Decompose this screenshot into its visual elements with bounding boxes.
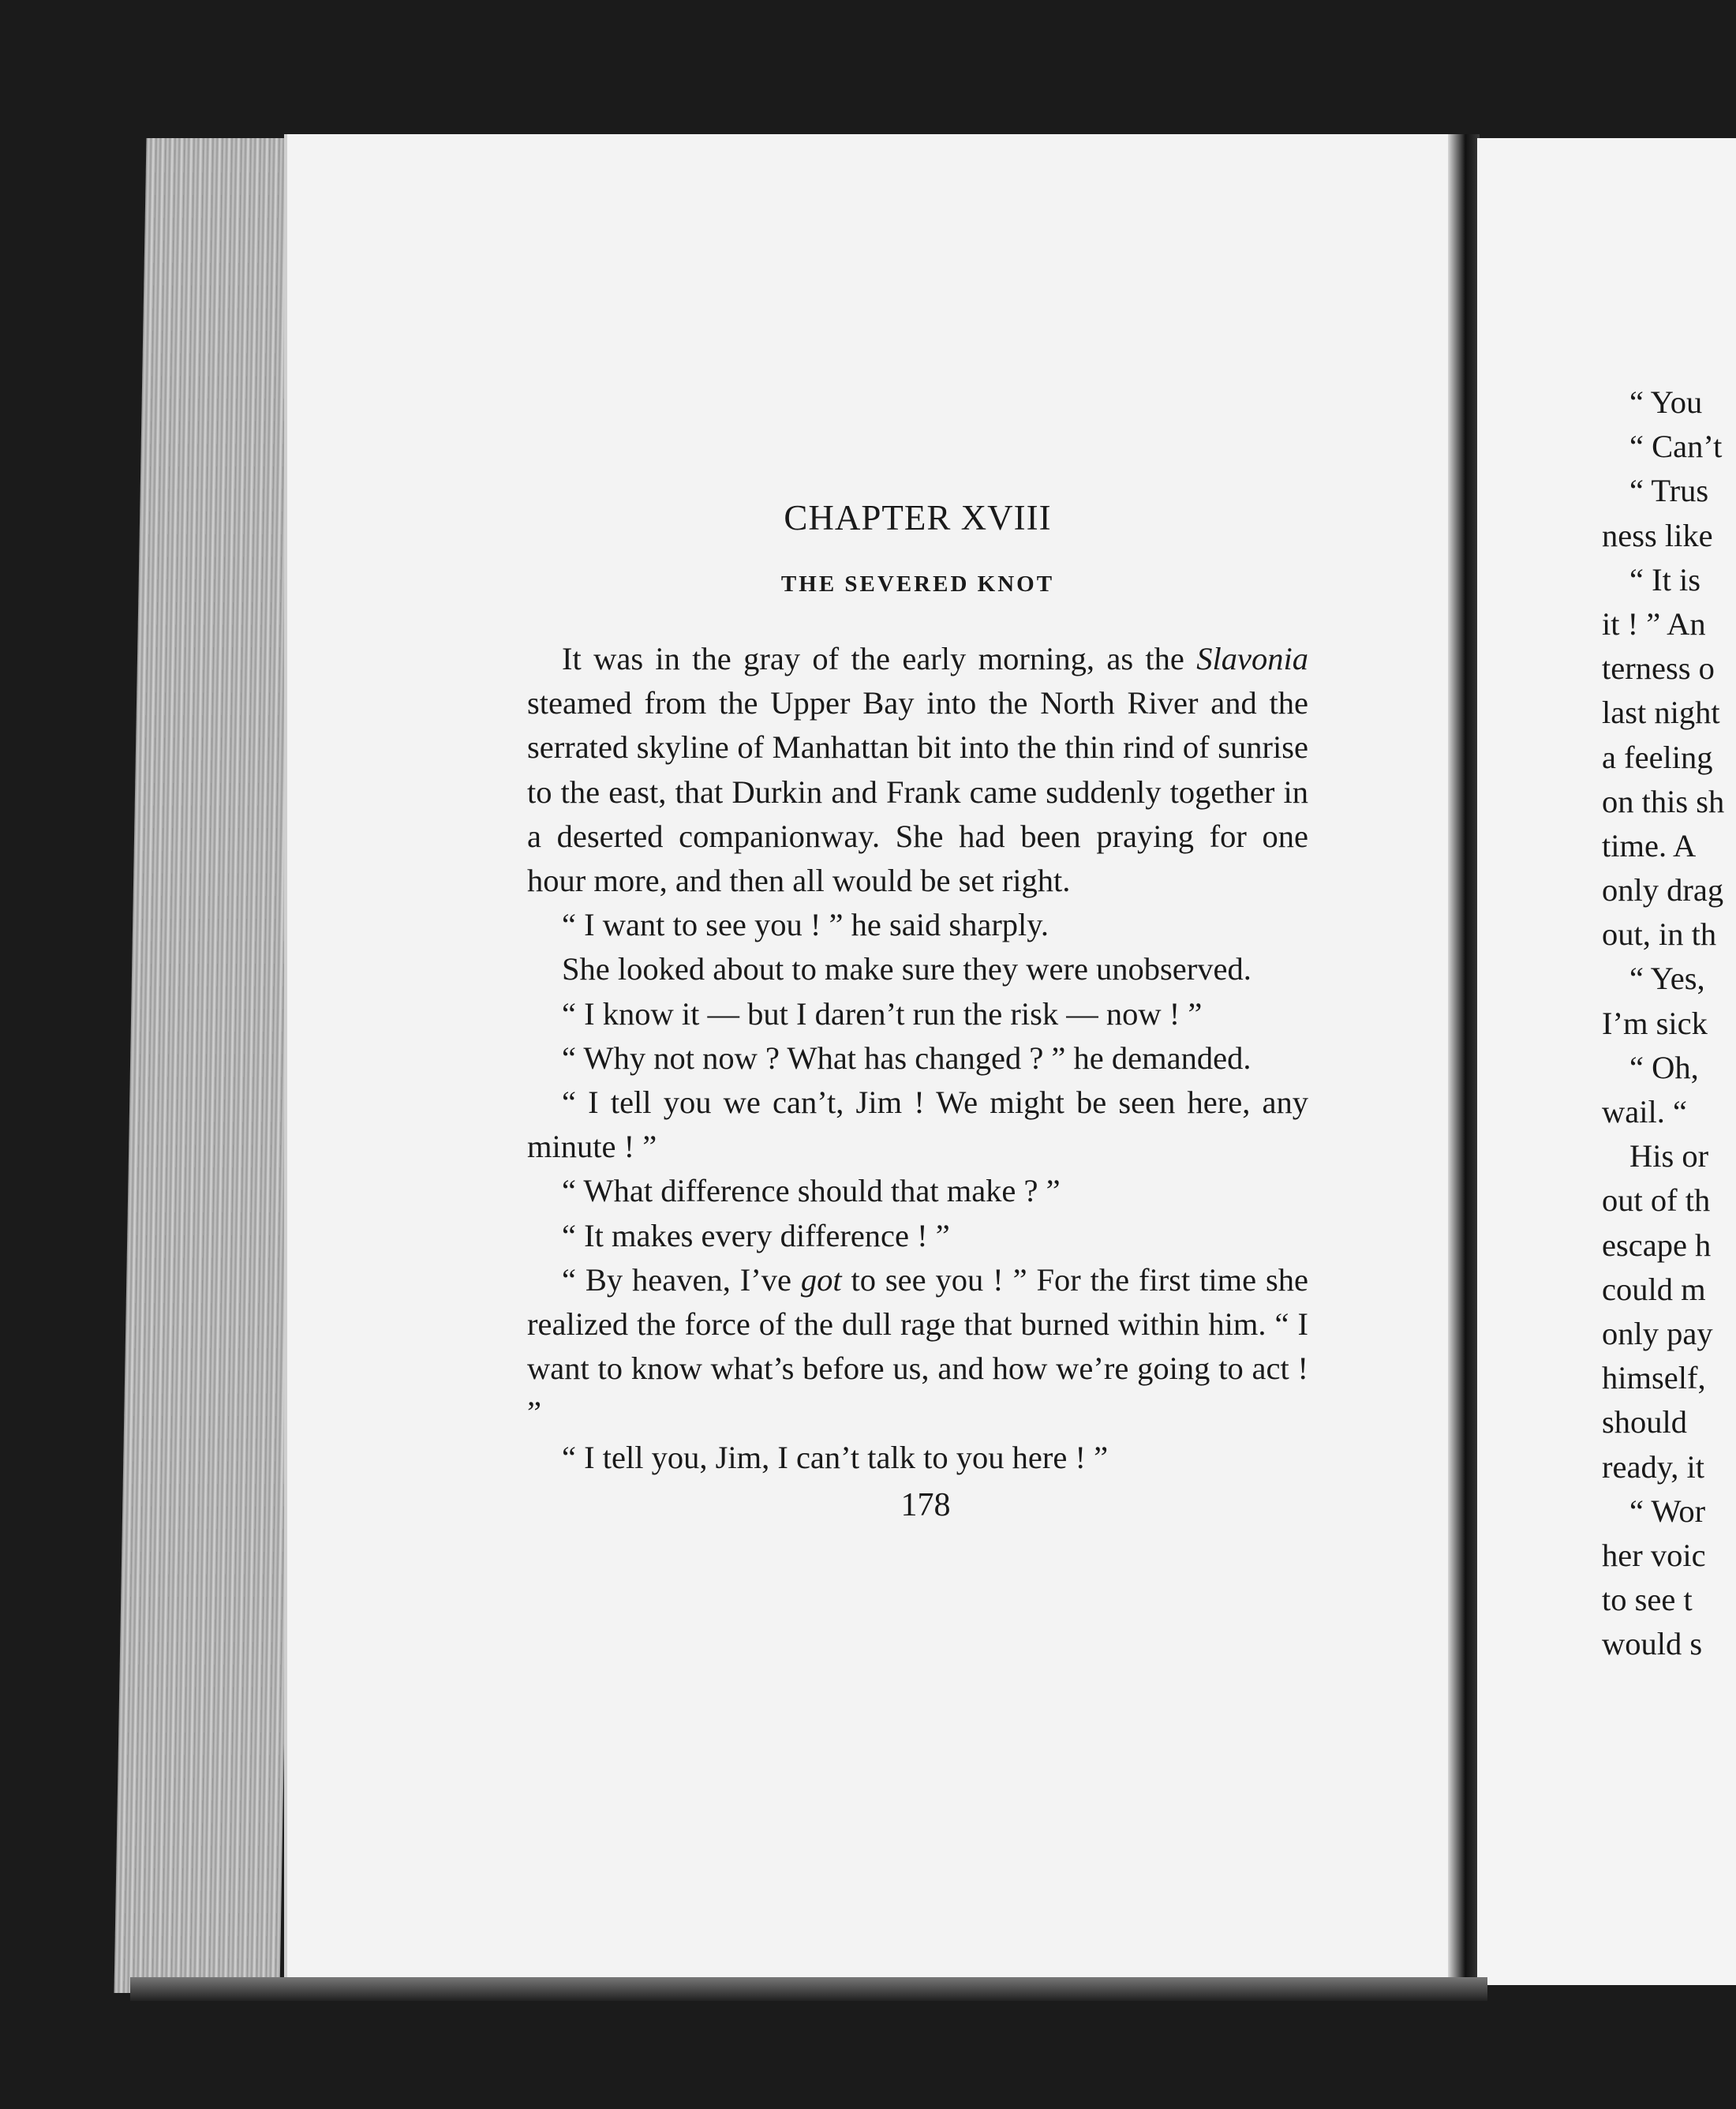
paragraph	[527, 992, 1308, 1036]
paragraph-text: “ I want to see you ! ” he said sharply.	[562, 907, 1049, 943]
paragraph	[527, 1169, 1308, 1213]
right-page-text	[1586, 380, 1736, 1666]
text-line: escape h	[1602, 1227, 1712, 1263]
paragraph	[527, 1436, 1308, 1480]
paragraph	[527, 1258, 1308, 1436]
paragraph-text: “ I tell you we can’t, Jim ! We might be seen here, any minute ! ”	[527, 1084, 1308, 1165]
paragraph-text: steamed from the Upper Bay into the North River and the serrated skyline of Manhattan bit into the thin rind of sunrise to the east, that Durkin and Frank came suddenly together in a deserted companionway. She had been praying for one hour more, and then all would be set right.	[527, 685, 1308, 899]
paragraph	[527, 1036, 1308, 1081]
italic-text: Slavonia	[1196, 641, 1308, 676]
paragraph	[527, 947, 1308, 991]
text-line: time. A	[1602, 827, 1697, 863]
text-line: to see t	[1602, 1582, 1693, 1618]
text-line: on this sh	[1602, 783, 1725, 819]
paragraph-text: “ Why not now ? What has changed ? ” he demanded.	[562, 1040, 1251, 1076]
text-line: would s	[1602, 1626, 1703, 1662]
text-line: only drag	[1602, 872, 1724, 908]
paragraph-text: “ I tell you, Jim, I can’t talk to you here ! ”	[562, 1439, 1109, 1475]
text-line: out, in th	[1602, 916, 1717, 953]
text-line: could m	[1602, 1271, 1706, 1307]
italic-text: got	[800, 1261, 842, 1298]
text-line: it ! ” An	[1602, 605, 1706, 642]
text-line: “ Trus	[1629, 473, 1709, 509]
text-line: “ Wor	[1629, 1493, 1706, 1529]
paragraph-text: “ By heaven, I’ve	[562, 1261, 801, 1298]
paragraph	[527, 903, 1308, 947]
paragraph	[527, 1214, 1308, 1258]
text-line: “ Oh,	[1629, 1049, 1699, 1085]
text-line: terness o	[1602, 650, 1715, 687]
chapter-title: THE SEVERED KNOT	[780, 571, 1055, 597]
paragraph	[527, 1081, 1308, 1169]
body-text	[527, 637, 1308, 1480]
text-line: should	[1602, 1404, 1688, 1440]
left-page-text	[527, 497, 1308, 1524]
text-line: I’m sick	[1602, 1005, 1708, 1041]
text-line: only pay	[1602, 1315, 1713, 1351]
paragraph-text: “ I know it — but I daren’t run the risk — now ! ”	[562, 995, 1203, 1032]
paragraph-text: to see you ! ” For the first time she realized the force of the dull rage that burned within him. “ I want to know what’s before us, and how we’re going to act ! ”	[527, 1261, 1308, 1431]
paragraph-text: “ It makes every difference ! ”	[562, 1217, 950, 1253]
text-line: out of th	[1602, 1182, 1711, 1219]
text-line: ness like	[1602, 517, 1713, 553]
text-line: last night	[1602, 695, 1720, 731]
paragraph-text: It was in the gray of the early morning, as the	[562, 641, 1197, 676]
text-line: her voic	[1602, 1537, 1706, 1573]
text-line: “ It is	[1629, 561, 1700, 597]
text-line: “ You	[1629, 384, 1703, 420]
text-line: His or	[1629, 1138, 1709, 1174]
paragraph-text: “ What difference should that make ? ”	[562, 1173, 1061, 1209]
text-line: wail. “	[1602, 1094, 1687, 1129]
text-line: “ Yes,	[1629, 961, 1705, 997]
text-line: ready, it	[1602, 1448, 1705, 1485]
text-line: himself,	[1602, 1360, 1706, 1396]
bottom-shadow	[130, 1977, 1487, 2001]
chapter-heading: CHAPTER XVIII	[784, 498, 1052, 538]
book-gutter	[1448, 134, 1480, 1985]
text-line: a feeling	[1602, 739, 1713, 775]
paragraph	[527, 637, 1308, 903]
page-edges	[114, 138, 312, 1993]
paragraph-text: She looked about to make sure they were unobserved.	[562, 951, 1251, 987]
text-line: “ Can’t	[1629, 429, 1723, 465]
page-number: 178	[900, 1486, 951, 1523]
